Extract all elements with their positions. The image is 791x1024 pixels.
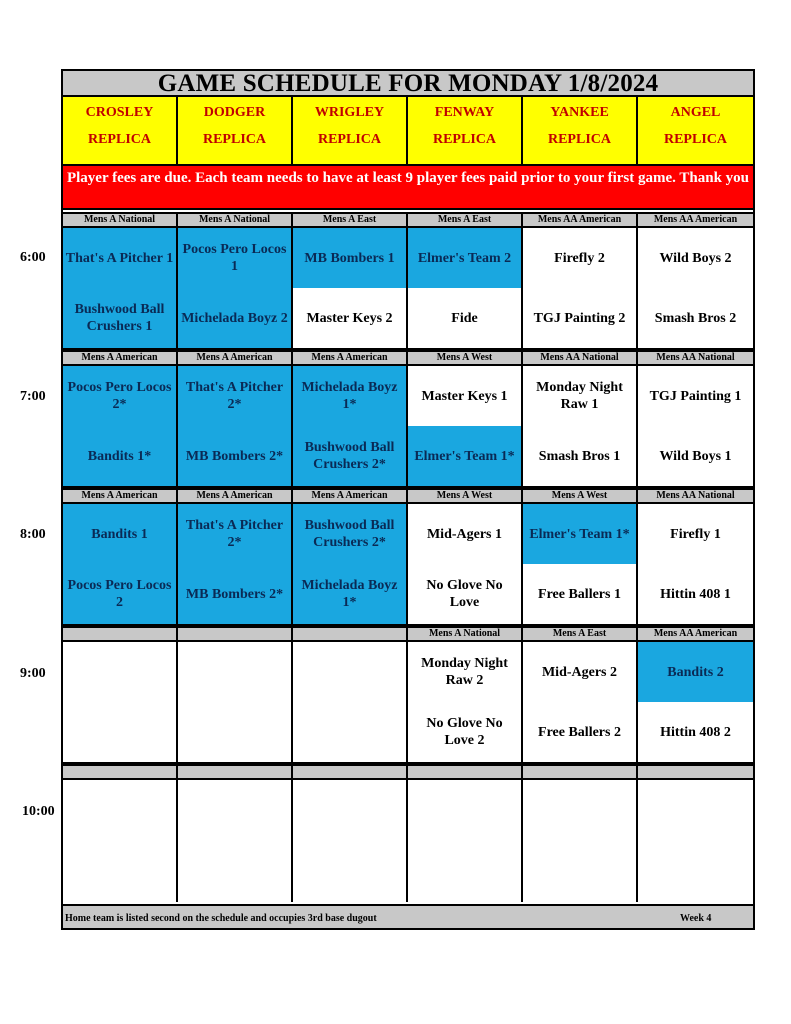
- field-type: REPLICA: [432, 132, 496, 147]
- division-label: [178, 764, 293, 780]
- time-label: 10:00: [22, 804, 55, 819]
- time-label: 7:00: [20, 389, 46, 404]
- division-label: Mens A National: [63, 212, 178, 228]
- game-away-team[interactable]: [408, 780, 523, 840]
- field-header-yankee: [523, 97, 638, 166]
- game-home-team[interactable]: [63, 840, 178, 902]
- game-home-team[interactable]: Bushwood Ball Crushers 2*: [293, 426, 408, 488]
- game-away-team[interactable]: [293, 780, 408, 840]
- game-away-team[interactable]: Firefly 2: [523, 228, 638, 288]
- footer-bar: [63, 904, 753, 928]
- field-header-fenway: [408, 97, 523, 166]
- division-label: Mens AA National: [638, 488, 753, 504]
- division-label: Mens A East: [408, 212, 523, 228]
- game-home-team[interactable]: Elmer's Team 1*: [408, 426, 523, 488]
- game-away-team[interactable]: [63, 780, 178, 840]
- field-name: CROSLEY: [85, 105, 154, 120]
- division-label: Mens AA American: [638, 212, 753, 228]
- division-label: Mens A West: [408, 350, 523, 366]
- division-label: [523, 764, 638, 780]
- game-home-team[interactable]: MB Bombers 2*: [178, 426, 293, 488]
- game-home-team[interactable]: No Glove No Love: [408, 564, 523, 626]
- game-away-team[interactable]: Master Keys 1: [408, 366, 523, 426]
- game-away-team[interactable]: Bandits 1: [63, 504, 178, 564]
- game-away-team[interactable]: [63, 642, 178, 702]
- field-name: DODGER: [203, 105, 266, 120]
- division-label: [63, 764, 178, 780]
- game-away-team[interactable]: [293, 642, 408, 702]
- division-label: Mens A American: [293, 350, 408, 366]
- page-title: GAME SCHEDULE FOR MONDAY 1/8/2024: [63, 71, 753, 97]
- game-home-team[interactable]: Bushwood Ball Crushers 1: [63, 288, 178, 350]
- field-name: WRIGLEY: [314, 105, 385, 120]
- home-team-note: Home team is listed second on the schedule and occupies 3rd base dugout: [65, 913, 377, 924]
- game-home-team[interactable]: No Glove No Love 2: [408, 702, 523, 764]
- game-away-team[interactable]: Elmer's Team 2: [408, 228, 523, 288]
- division-label: Mens AA American: [638, 626, 753, 642]
- game-home-team[interactable]: [178, 840, 293, 902]
- game-home-team[interactable]: Pocos Pero Locos 2: [63, 564, 178, 626]
- game-home-team[interactable]: [408, 840, 523, 902]
- game-home-team[interactable]: [293, 702, 408, 764]
- field-header-angel: [638, 97, 753, 166]
- game-home-team[interactable]: Smash Bros 1: [523, 426, 638, 488]
- game-away-team[interactable]: [178, 642, 293, 702]
- game-away-team[interactable]: That's A Pitcher 1: [63, 228, 178, 288]
- game-home-team[interactable]: Smash Bros 2: [638, 288, 753, 350]
- game-away-team[interactable]: Elmer's Team 1*: [523, 504, 638, 564]
- division-label: Mens AA American: [523, 212, 638, 228]
- game-away-team[interactable]: Monday Night Raw 2: [408, 642, 523, 702]
- division-label: Mens A National: [178, 212, 293, 228]
- division-label: Mens A American: [178, 350, 293, 366]
- division-label: Mens A West: [523, 488, 638, 504]
- division-label: [63, 626, 178, 642]
- game-home-team[interactable]: Michelada Boyz 2: [178, 288, 293, 350]
- division-label: Mens A American: [63, 488, 178, 504]
- game-away-team[interactable]: Pocos Pero Locos 2*: [63, 366, 178, 426]
- game-home-team[interactable]: TGJ Painting 2: [523, 288, 638, 350]
- game-home-team[interactable]: Bandits 1*: [63, 426, 178, 488]
- field-name: YANKEE: [550, 105, 609, 120]
- game-home-team[interactable]: Fide: [408, 288, 523, 350]
- time-label: 8:00: [20, 527, 46, 542]
- field-type: REPLICA: [202, 132, 266, 147]
- game-away-team[interactable]: MB Bombers 1: [293, 228, 408, 288]
- game-home-team[interactable]: Free Ballers 2: [523, 702, 638, 764]
- field-type: REPLICA: [87, 132, 151, 147]
- game-away-team[interactable]: [178, 780, 293, 840]
- game-away-team[interactable]: TGJ Painting 1: [638, 366, 753, 426]
- game-home-team[interactable]: Free Ballers 1: [523, 564, 638, 626]
- game-away-team[interactable]: Mid-Agers 2: [523, 642, 638, 702]
- game-away-team[interactable]: [638, 780, 753, 840]
- division-label: Mens AA National: [638, 350, 753, 366]
- week-label: Week 4: [680, 913, 712, 924]
- division-label: Mens A American: [63, 350, 178, 366]
- division-label: [408, 764, 523, 780]
- field-header-crosley: [63, 97, 178, 166]
- game-away-team[interactable]: [523, 780, 638, 840]
- field-header-wrigley: [293, 97, 408, 166]
- game-away-team[interactable]: Pocos Pero Locos 1: [178, 228, 293, 288]
- game-home-team[interactable]: [523, 840, 638, 902]
- game-away-team[interactable]: That's A Pitcher 2*: [178, 366, 293, 426]
- division-label: Mens A East: [523, 626, 638, 642]
- game-home-team[interactable]: [63, 702, 178, 764]
- game-away-team[interactable]: Monday Night Raw 1: [523, 366, 638, 426]
- game-home-team[interactable]: [293, 840, 408, 902]
- game-home-team[interactable]: MB Bombers 2*: [178, 564, 293, 626]
- game-home-team[interactable]: Wild Boys 1: [638, 426, 753, 488]
- time-label: 9:00: [20, 666, 46, 681]
- field-type: REPLICA: [547, 132, 611, 147]
- game-away-team[interactable]: Michelada Boyz 1*: [293, 366, 408, 426]
- game-home-team[interactable]: Master Keys 2: [293, 288, 408, 350]
- field-header-dodger: [178, 97, 293, 166]
- division-label: [293, 764, 408, 780]
- field-name: FENWAY: [434, 105, 495, 120]
- fee-notice-banner: Player fees are due. Each team needs to have at least 9 player fees paid prior to your first game. Thank you: [63, 166, 753, 210]
- schedule-sheet: [61, 69, 755, 930]
- division-label: Mens A American: [178, 488, 293, 504]
- game-home-team[interactable]: [178, 702, 293, 764]
- game-away-team[interactable]: Firefly 1: [638, 504, 753, 564]
- division-label: [178, 626, 293, 642]
- time-label: 6:00: [20, 250, 46, 265]
- game-away-team[interactable]: That's A Pitcher 2*: [178, 504, 293, 564]
- game-home-team[interactable]: [638, 840, 753, 902]
- game-home-team[interactable]: Hittin 408 2: [638, 702, 753, 764]
- game-home-team[interactable]: Michelada Boyz 1*: [293, 564, 408, 626]
- division-label: Mens A American: [293, 488, 408, 504]
- division-label: [638, 764, 753, 780]
- division-label: Mens A East: [293, 212, 408, 228]
- game-away-team[interactable]: Mid-Agers 1: [408, 504, 523, 564]
- division-label: Mens A West: [408, 488, 523, 504]
- game-away-team[interactable]: Bandits 2: [638, 642, 753, 702]
- game-home-team[interactable]: Hittin 408 1: [638, 564, 753, 626]
- field-type: REPLICA: [317, 132, 381, 147]
- game-away-team[interactable]: Wild Boys 2: [638, 228, 753, 288]
- field-type: REPLICA: [663, 132, 727, 147]
- division-label: Mens A National: [408, 626, 523, 642]
- division-label: [293, 626, 408, 642]
- division-label: Mens AA National: [523, 350, 638, 366]
- field-name: ANGEL: [670, 105, 721, 120]
- game-away-team[interactable]: Bushwood Ball Crushers 2*: [293, 504, 408, 564]
